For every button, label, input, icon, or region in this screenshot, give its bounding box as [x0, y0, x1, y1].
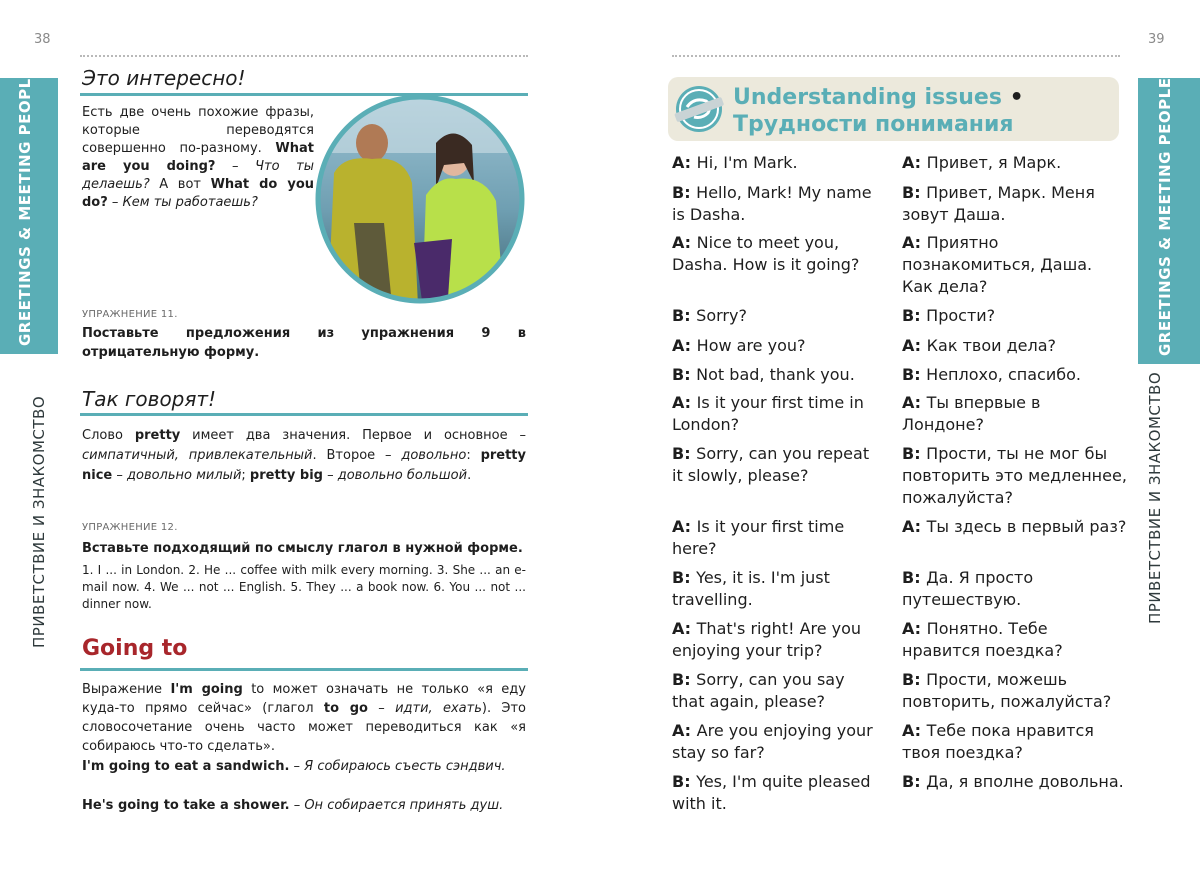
dialog-text-ru: Прости? [926, 306, 996, 325]
dialog-speaker: B: [672, 670, 697, 689]
top-divider-left [80, 55, 528, 57]
ts-t4: : [466, 448, 481, 463]
dialog-text-ru: Как твои дела? [926, 336, 1057, 355]
they-say-heading: Так говорят! [82, 387, 217, 411]
dialog-speaker: A: [672, 153, 697, 172]
ts-w2: pretty nice [82, 448, 526, 483]
dialog-speaker: B: [672, 365, 697, 384]
ex12-label: УПРАЖНЕНИЕ 12. [82, 522, 178, 533]
dialog-line-ru [902, 516, 1127, 538]
top-divider-right [672, 55, 1120, 57]
gt-b2: to go [323, 701, 368, 716]
dialog-line-ru [902, 443, 1127, 509]
dialog-text-ru: Тебе пока нравится твоя поездка? [902, 721, 1094, 762]
they-say-underline [80, 413, 528, 416]
dialog-speaker: B: [672, 772, 697, 791]
dialog-speaker: A: [672, 336, 697, 355]
dialog-text-ru: Приятно познакомиться, Даша. Как дела? [902, 233, 1093, 296]
going-to-text [82, 680, 526, 756]
dialog-speaker: A: [902, 619, 927, 638]
interesting-a1: Что ты делаешь? [82, 159, 314, 192]
dialog-line-en [672, 182, 877, 226]
gt-t4: ). Это словосочетание очень часто может переводиться как «я собираюсь что-то сделать». [82, 701, 526, 754]
ts-t3: . Второе – [312, 448, 402, 463]
dialog-text-ru: Прости, ты не мог бы повторить это медленнее, пожалуйста? [902, 444, 1127, 507]
going-to-heading: Going to [82, 636, 188, 661]
side-tab-en [0, 67, 58, 354]
going-to-example-1 [82, 757, 526, 776]
dialog-text-en: Hello, Mark! My name is Dasha. [672, 183, 872, 224]
dialog-speaker: A: [902, 233, 927, 252]
dialog-speaker: B: [902, 444, 927, 463]
ex12-instruction: Вставьте подходящий по смыслу глагол в нужной форме. [82, 541, 523, 556]
dialog-speaker: A: [672, 721, 697, 740]
gt-ex1-ru: Я собираюсь съесть сэндвич. [304, 759, 506, 774]
dialog-speaker: B: [672, 568, 697, 587]
ts-i1: симпатичный, привлекательный [82, 448, 313, 463]
dialog-text-en: That's right! Are you enjoying your trip? [672, 619, 862, 660]
ts-t8: . [467, 468, 472, 483]
going-to-example-2 [82, 796, 526, 815]
interesting-text [82, 104, 314, 212]
dialog-line-ru [902, 305, 1127, 327]
dialog-line-en [672, 305, 877, 327]
ex11-label: УПРАЖНЕНИЕ 11. [82, 309, 178, 320]
ts-t2: имеет два значения. Первое и основное – [180, 428, 526, 443]
dialog-text-ru: Привет, Марк. Меня зовут Даша. [902, 183, 1095, 224]
ex12-items: 1. I ... in London. 2. He ... coffee with milk every morning. 3. She ... an e-mail now. 4. We ... not ... English. 5. They ... a book now. 6. You ... not ... dinner now. [82, 563, 526, 611]
dialog-line-en [672, 152, 877, 174]
interesting-dash2: – [107, 195, 123, 210]
dialog-line-ru [902, 618, 1127, 662]
dialog-line-en [672, 335, 877, 357]
section-title-bullet: • [1009, 85, 1024, 110]
dialog-text-ru: Неплохо, спасибо. [926, 365, 1081, 384]
ts-w3: pretty big [249, 468, 323, 483]
page-number-left: 38 [34, 32, 51, 47]
dialog-text-ru: Прости, можешь повторить, пожалуйста? [902, 670, 1112, 711]
section-title [733, 85, 1024, 110]
dialog-speaker: B: [902, 183, 927, 202]
dialog-text-ru: Да. Я просто путешествую. [902, 568, 1034, 609]
dialog-line-ru [902, 567, 1127, 611]
ts-t7: – [322, 468, 338, 483]
section-title-ru: Трудности понимания [733, 112, 1014, 137]
no-understanding-icon [672, 83, 726, 135]
dialog-speaker: A: [902, 393, 927, 412]
ts-t6: ; [241, 468, 250, 483]
ts-i4: довольно большой [337, 468, 468, 483]
dialog-line-en [672, 443, 877, 487]
dialog-speaker: B: [902, 306, 927, 325]
dialog-text-en: How are you? [696, 336, 806, 355]
ts-t1: Слово [82, 428, 135, 443]
dialog-text-en: Not bad, thank you. [696, 365, 855, 384]
dialog-line-en [672, 771, 877, 815]
gt-ex2-en: He's going to take a shower. [82, 798, 290, 813]
ts-i3: довольно милый [127, 468, 242, 483]
interesting-a2: Кем ты работаешь? [122, 195, 258, 210]
dialog-line-ru [902, 152, 1127, 174]
dialog-speaker: B: [902, 772, 927, 791]
gt-t1: Выражение [82, 682, 171, 697]
dialog-text-en: Sorry, can you repeat it slowly, please? [672, 444, 870, 485]
dialog-text-ru: Привет, я Марк. [926, 153, 1062, 172]
dialog-text-en: Sorry? [696, 306, 747, 325]
interesting-heading: Это интересно! [82, 66, 246, 90]
dialog-speaker: B: [902, 365, 927, 384]
dialog-line-en [672, 516, 877, 560]
dialog-speaker: B: [672, 306, 697, 325]
going-to-underline [80, 668, 528, 671]
gt-i1: идти, ехать [395, 701, 482, 716]
interesting-q1: What are you doing? [82, 141, 314, 174]
section-title-en: Understanding issues [733, 85, 1002, 110]
dialog-text-en: Yes, I'm quite pleased with it. [672, 772, 871, 813]
dialog-line-ru [902, 232, 1127, 298]
gt-ex2-dash: – [289, 798, 305, 813]
dialog-text-ru: Ты здесь в первый раз? [926, 517, 1127, 536]
dialog-line-ru [902, 335, 1127, 357]
gt-t3: – [367, 701, 396, 716]
they-say-text [82, 426, 526, 486]
gt-ex1-en: I'm going to eat a sandwich. [82, 759, 290, 774]
dialog-line-ru [902, 392, 1127, 436]
dialog-speaker: B: [672, 444, 697, 463]
interesting-t1: Есть две очень похожие фразы, которые переводятся совершенно по-разному. [82, 105, 314, 156]
page-number-right: 39 [1148, 32, 1165, 47]
dialog-line-en [672, 669, 877, 713]
photo-people-talking [314, 93, 526, 305]
gt-ex2-ru: Он собирается принять душ. [304, 798, 504, 813]
interesting-dash1: – [215, 159, 256, 174]
side-tab-right-ru-label: ПРИВЕТСТВИЕ И ЗНАКОМСТВО [1146, 372, 1164, 625]
dialog-speaker: A: [902, 153, 927, 172]
ex11-text: Поставьте предложения из упражнения 9 в отрицательную форму. [82, 326, 526, 360]
dialog-line-en [672, 392, 877, 436]
dialog-text-en: Hi, I'm Mark. [696, 153, 798, 172]
dialog-line-ru [902, 771, 1127, 793]
dialog-speaker: A: [672, 393, 697, 412]
dialog-speaker: A: [672, 619, 697, 638]
dialog-line-ru [902, 364, 1127, 386]
gt-ex1-dash: – [289, 759, 305, 774]
dialog-line-ru [902, 669, 1127, 713]
interesting-t2: А вот [149, 177, 211, 192]
dialog-line-en [672, 364, 877, 386]
side-tab-right-en [1138, 78, 1200, 364]
dialog-speaker: A: [672, 233, 697, 252]
ts-t5: – [112, 468, 127, 483]
dialog-line-ru [902, 720, 1127, 764]
side-tab-en-label: GREETINGS & MEETING PEOPLE [16, 67, 34, 346]
dialog-speaker: A: [902, 336, 927, 355]
dialog-text-ru: Понятно. Тебе нравится поездка? [902, 619, 1063, 660]
dialog-speaker: A: [902, 721, 927, 740]
dialog-line-en [672, 232, 877, 276]
dialog-speaker: B: [902, 670, 927, 689]
dialog-speaker: B: [672, 183, 697, 202]
ts-i2: довольно [401, 448, 467, 463]
dialog-speaker: A: [902, 517, 927, 536]
ts-w1: pretty [134, 428, 181, 443]
side-tab-right-en-label: GREETINGS & MEETING PEOPLE [1156, 77, 1174, 356]
dialog-text-en: Nice to meet you, Dasha. How is it going? [672, 233, 860, 274]
dialog-speaker: B: [902, 568, 927, 587]
dialog-speaker: A: [672, 517, 697, 536]
dialog-text-en: Is it your first time here? [672, 517, 845, 558]
gt-t2: to может означать не только «я еду куда-то прямо сейчас» (глагол [82, 682, 526, 716]
interesting-q2: What do you do? [82, 177, 314, 210]
side-tab-ru-label: ПРИВЕТСТВИЕ И ЗНАКОМСТВО [30, 395, 48, 648]
dialog-text-ru: Ты впервые в Лондоне? [902, 393, 1041, 434]
dialog-line-en [672, 618, 877, 662]
gt-b1: I'm going [170, 682, 243, 697]
dialog-line-ru [902, 182, 1127, 226]
dialog-line-en [672, 567, 877, 611]
dialog-text-en: Is it your first time in London? [672, 393, 864, 434]
dialog-text-en: Are you enjoying your stay so far? [672, 721, 873, 762]
dialog-text-en: Yes, it is. I'm just travelling. [672, 568, 830, 609]
dialog-text-en: Sorry, can you say that again, please? [672, 670, 845, 711]
dialog-line-en [672, 720, 877, 764]
dialog-text-ru: Да, я вполне довольна. [926, 772, 1124, 791]
